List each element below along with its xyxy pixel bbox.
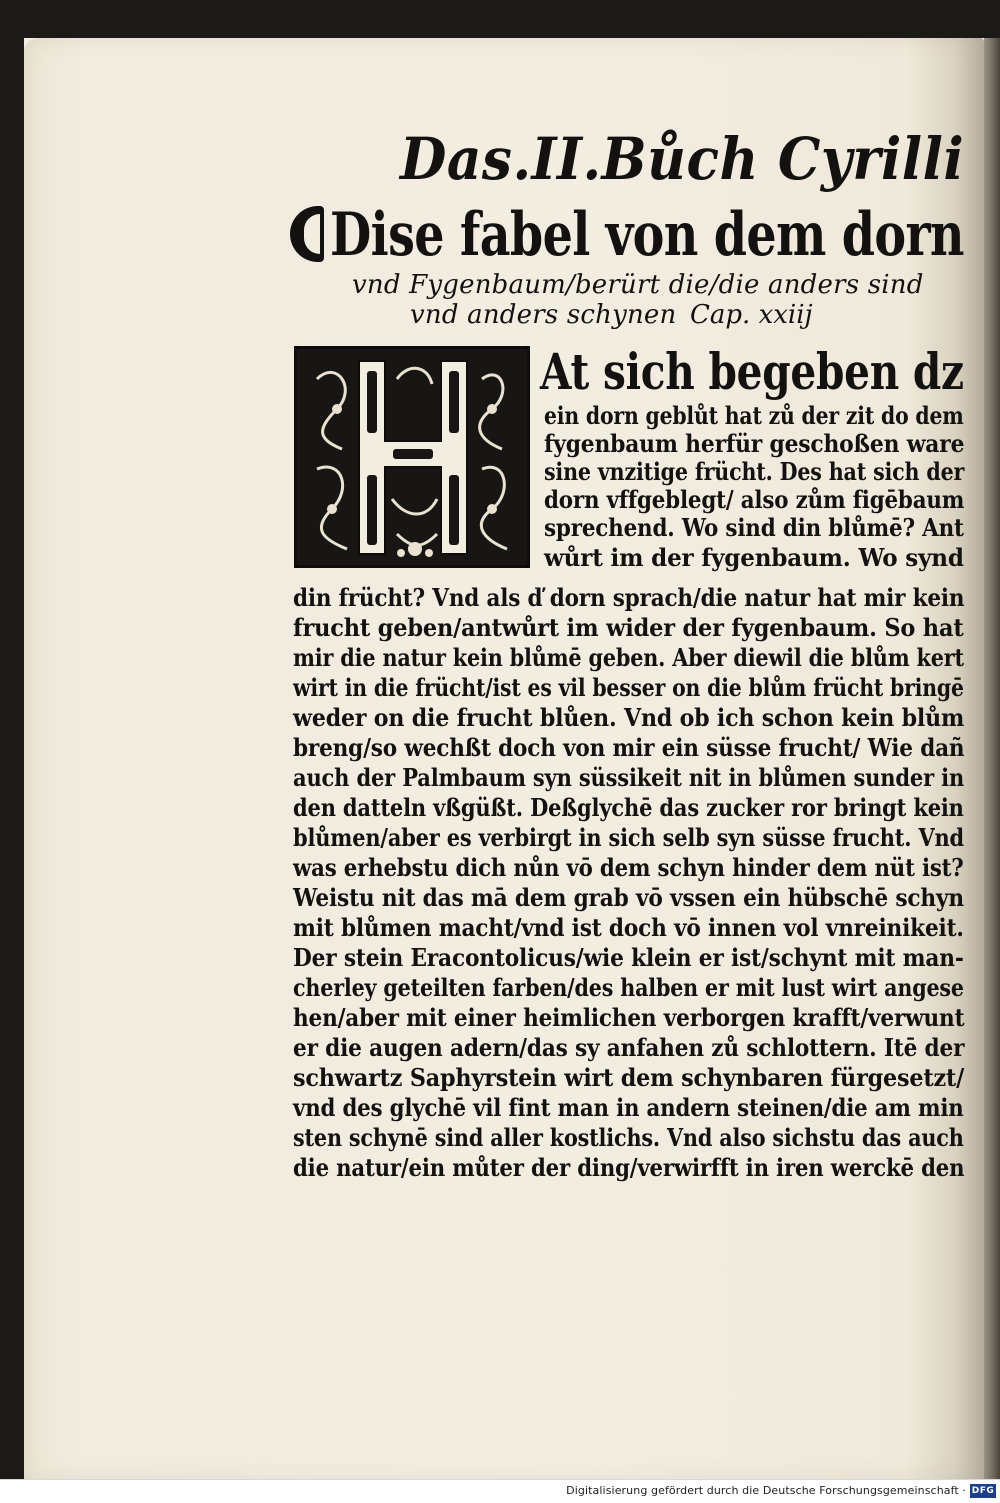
decorated-initial — [294, 346, 530, 568]
body-line: vnd des glychē vil fint man in andern steinen/die am min — [293, 1093, 964, 1122]
chapter-subheading-line-2: vnd anders schynen — [410, 300, 677, 330]
body-line: wirt in die frücht/ist es vil besser on die blům frücht bringē — [293, 673, 964, 702]
dfg-logo: DFG — [971, 1486, 995, 1496]
chapter-number: Cap. xxiij — [690, 300, 813, 330]
body-line: sprechend. Wo sind din blůmē? Ant — [544, 513, 964, 542]
body-line: weder on die frucht blůen. Vnd ob ich schon kein blům — [293, 703, 965, 732]
body-line: cherley geteilten farben/des halben er mit lust wirt angese — [293, 973, 964, 1002]
body-line: Der stein Eracontolicus/wie klein er ist/schynt mit man- — [293, 943, 964, 972]
footer-bar — [0, 1479, 1000, 1503]
chapter-heading: Dise fabel von dem dorn — [330, 200, 964, 270]
body-line: sten schynē sind aller kostlichs. Vnd also sichstu das auch — [293, 1123, 964, 1152]
body-line: dorn vffgeblegt/ also zům figēbaum — [544, 485, 965, 514]
ornament-icon — [297, 349, 527, 565]
body-line: hen/aber mit einer heimlichen verborgen krafft/verwunt — [293, 1003, 965, 1032]
body-line: er die augen adern/das sy anfahen zů schlottern. Itē der — [293, 1033, 965, 1062]
page-binding-edge — [984, 38, 1000, 1480]
body-line: sine vnzitige frücht. Des hat sich der — [544, 457, 965, 486]
funding-credit: Digitalisierung gefördert durch die Deutsche Forschungsgemeinschaft · — [566, 1484, 966, 1497]
running-head: Das.II.Bůch Cyrilli — [400, 125, 965, 193]
body-line: was erhebstu dich nůn vō dem schyn hinder dem nüt ist? — [293, 853, 964, 882]
body-line: frucht geben/antwůrt im wider der fygenbaum. So hat — [293, 613, 964, 642]
body-line: breng/so wechßt doch von mir ein süsse frucht/ Wie dañ — [293, 733, 965, 762]
initial-letter — [297, 349, 298, 350]
body-line: blůmen/aber es verbirgt in sich selb syn süsse frucht. Vnd — [293, 823, 964, 852]
body-line: auch der Palmbaum syn süssikeit nit in blůmen sunder in — [293, 763, 965, 792]
first-line: At sich begeben dz — [540, 342, 964, 401]
body-line: fygenbaum herfür geschoßen ware — [544, 429, 965, 458]
scanner-background-left — [0, 0, 24, 1480]
body-line: schwartz Saphyrstein wirt dem schynbaren fürgesetzt/ — [293, 1063, 965, 1092]
body-line: Weistu nit das mā dem grab vō vssen ein hübschē schyn — [293, 883, 965, 912]
body-line: din frücht? Vnd als ď dorn sprach/die natur hat mir kein — [293, 583, 965, 612]
body-line: mit blůmen macht/vnd ist doch vō innen vol vnreinikeit. — [293, 913, 964, 942]
scanner-background-top — [0, 0, 1000, 38]
body-line: wůrt im der fygenbaum. Wo synd — [544, 543, 964, 572]
body-line: den datteln vßgüßt. Deßglychē das zucker ror bringt kein — [293, 793, 964, 822]
body-line: mir die natur kein blůmē geben. Aber diewil die blům kert — [293, 643, 964, 672]
body-line: ein dorn geblůt hat zů der zit do dem — [544, 401, 964, 430]
body-line: die natur/ein můter der ding/verwirfft in iren werckē den — [293, 1153, 965, 1182]
chapter-subheading-line-1: vnd Fygenbaum/berürt die/die anders sind — [352, 270, 924, 300]
